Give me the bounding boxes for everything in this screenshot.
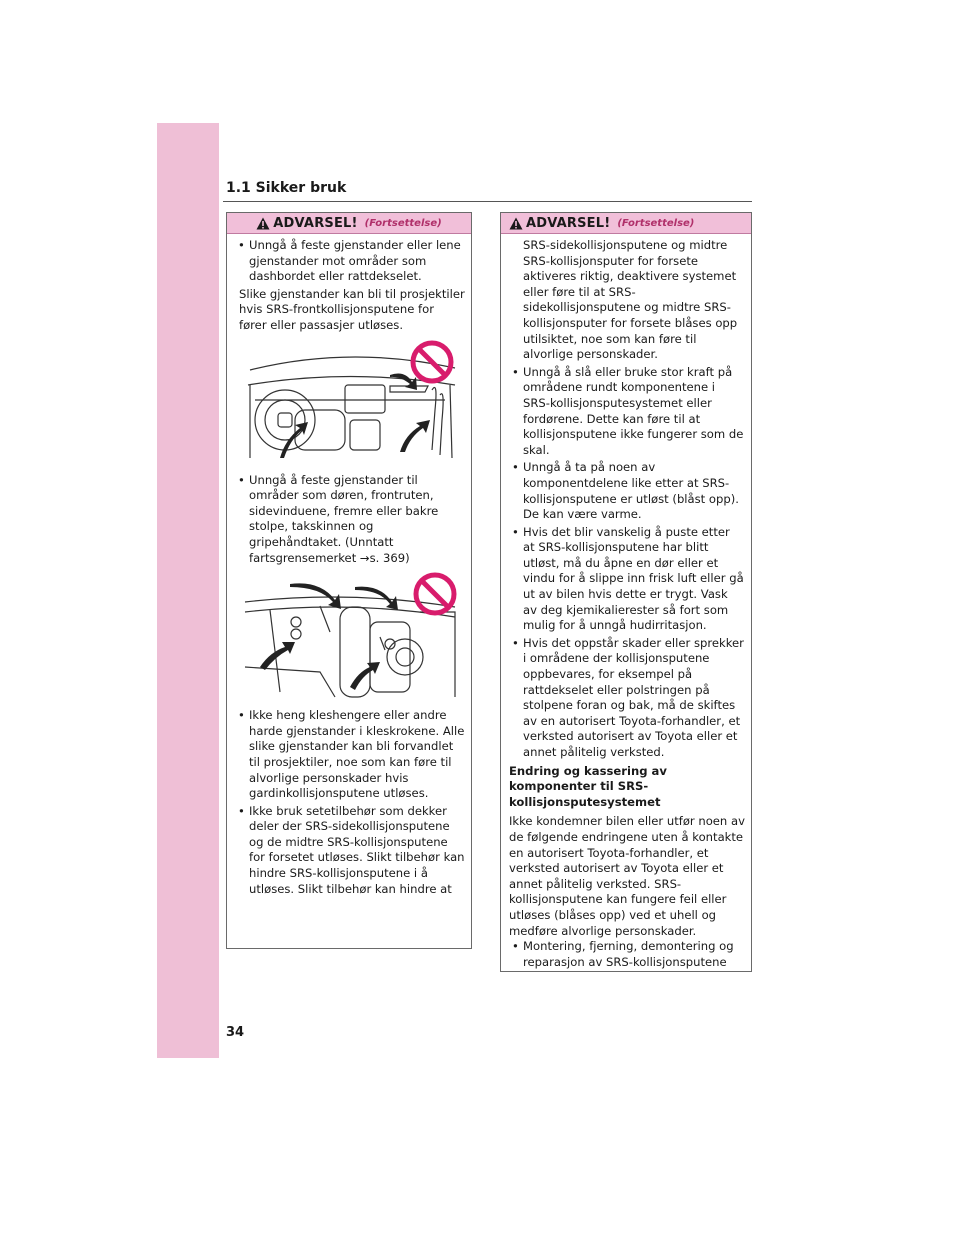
list-item: • Unngå å slå eller bruke stor kraft på områdene rundt komponentene i SRS-kollisjonsputesystemet eller fordørene. Dette kan føre til at kollisjonsputene ikke fungerer som de skal. [509,365,745,459]
section-title: 1.1 Sikker bruk [226,180,347,196]
warning-title: ADVARSEL! [273,215,358,231]
warning-title: ADVARSEL! [526,215,611,231]
warning-box-right [500,212,752,972]
dashboard-illustration [240,340,460,465]
warning-box-left [226,212,472,949]
list-item: • Ikke heng kleshengere eller andre harde gjenstander i kleskrokene. Alle slike gjenstander kan bli forvandlet til prosjektiler, noe som kan føre til alvorlige personskader hvis gardinkollisjonsputene utløses. [235,708,465,802]
side-band [157,123,219,1058]
warning-continued: (Fortsettelse) [617,217,695,229]
list-item: • Ikke bruk setetilbehør som dekker deler der SRS-sidekollisjonsputene og de midtre SRS-kollisjonsputene for forsetet utløses. Slikt tilbehør kan hindre SRS-kollisjonsputene i å utløses. Slikt tilbehør kan hindre at [235,804,465,898]
page-number: 34 [226,1025,245,1040]
list-item: • Unngå å feste gjenstander til områder som døren, frontruten, sidevinduene, fremre eller bakre stolpe, takskinnen og gripehåndtaket. (Unntatt fartsgrensemerket →s. 369) [235,473,465,567]
paragraph: Ikke kondemner bilen eller utfør noen av de følgende endringene uten å kontakte en autorisert Toyota-forhandler, et verksted autorisert av Toyota eller et annet pålitelig verksted. SRS-kollisjonsputene kan fungere feil eller utløses (blåses opp) ved et uhell og medføre alvorlige personskader. [509,814,745,938]
header-rule [223,201,752,202]
subheading: Endring og kassering av komponenter til SRS-kollisjonsputesystemet [509,763,667,809]
list-item: • Hvis det blir vanskelig å puste etter at SRS-kollisjonsputene har blitt utløst, må du åpne en dør eller et vindu for å slippe inn frisk luft eller gå ut av bilen hvis dette er trygt. Vask av deg kjemikalierester så fort som mulig for å unngå hudirritasjon. [509,525,745,634]
warning-triangle-icon [509,217,523,230]
list-item-note: Slike gjenstander kan bli til prosjektiler hvis SRS-frontkollisjonsputene for fører eller passasjer utløses. [239,286,465,332]
warning-header-left [227,213,471,234]
list-item: • Unngå å ta på noen av komponentdelene like etter at SRS-kollisjonsputene er utløst (blåst opp). De kan være varme. [509,460,745,522]
interior-pillar-illustration [240,572,460,700]
list-item: • Hvis det oppstår skader eller sprekker i områdene der kollisjonsputene oppbevares, for eksempel på rattdekselet eller polstringen på stolpene foran og bak, må de skiftes av en autorisert Toyota-forhandler, et verksted autorisert av Toyota eller et annet pålitelig verksted. [509,636,745,761]
list-item: • Montering, fjerning, demontering og reparasjon av SRS-kollisjonsputene [509,939,745,970]
warning-header-right [501,213,751,234]
continued-text: SRS-sidekollisjonsputene og midtre SRS-kollisjonsputer for forsete aktiveres riktig, deaktivere systemet eller føre til at SRS-sidekollisjonsputene og midtre SRS-kollisjonsputer for forsete blåses opp utilsiktet, noe som kan føre til alvorlige personskader. [523,238,738,362]
warning-continued: (Fortsettelse) [364,217,442,229]
warning-triangle-icon [256,217,270,230]
list-item: • Unngå å feste gjenstander eller lene gjenstander mot områder som dashbordet eller rattdekselet. [235,238,465,285]
prohibition-icon [416,575,454,613]
